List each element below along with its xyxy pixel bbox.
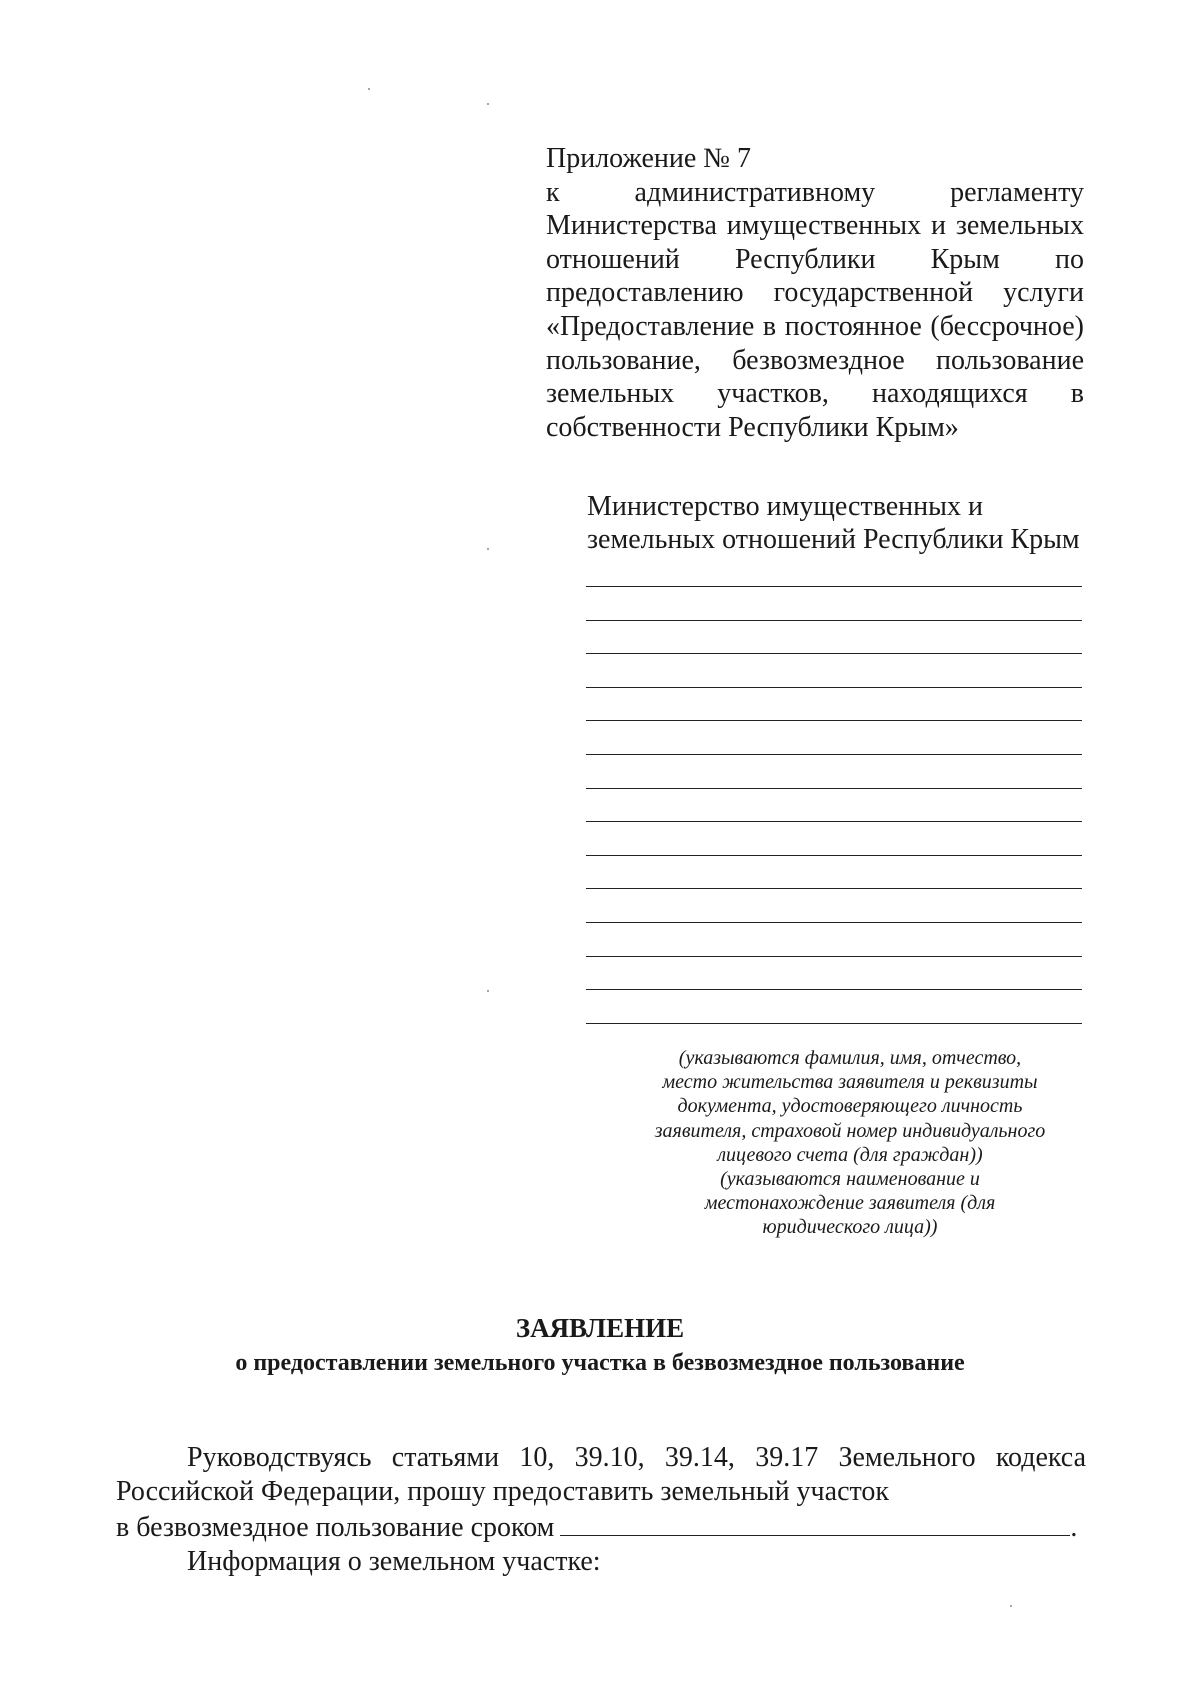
blank-line[interactable] (586, 754, 1082, 756)
blank-line[interactable] (586, 888, 1082, 890)
document-title: ЗАЯВЛЕНИЕ (515, 1313, 685, 1343)
blank-line[interactable] (586, 653, 1082, 655)
scan-speck (487, 548, 489, 550)
body-text (116, 1441, 1086, 1579)
scan-speck (368, 88, 370, 90)
addressee-line-1: Министерство имущественных и (587, 491, 983, 522)
blank-line[interactable] (586, 620, 1082, 622)
hint-line: заявителя, страховой номер индивидуального (654, 1119, 1046, 1142)
applicant-hint (620, 1046, 1080, 1240)
addressee-block (587, 490, 1087, 556)
appendix-body: к административному регламенту Министерства имущественных и земельных отношений Республики Крым по предоставлению государственной услуги «Предоставление в постоянное (бессрочное) пользование, безвозмездное пользование земельных участков, находящихся в собственности Республики Крым» (546, 176, 1084, 443)
appendix-title: Приложение № 7 (546, 143, 751, 174)
scan-speck (487, 103, 489, 105)
blank-line[interactable] (586, 922, 1082, 924)
hint-line: (указываются наименование и (720, 1168, 980, 1191)
term-end: . (1070, 1512, 1078, 1543)
hint-line: местонахождение заявителя (для (704, 1192, 996, 1215)
term-label: в безвозмездное пользование сроком (116, 1512, 555, 1543)
term-line (116, 1509, 1086, 1545)
blank-line[interactable] (586, 586, 1082, 588)
blank-line[interactable] (586, 956, 1082, 958)
hint-line: (указываются фамилия, имя, отчество, (678, 1047, 1022, 1069)
hint-line: документа, удостоверяющего личность (677, 1095, 1023, 1118)
blank-line[interactable] (586, 788, 1082, 790)
hint-line: место жительства заявителя и реквизиты (662, 1071, 1038, 1094)
land-info-label: Информация о земельном участке: (187, 1546, 601, 1577)
blank-line[interactable] (586, 855, 1082, 857)
hint-line: юридического лица)) (762, 1216, 938, 1239)
addressee-line-2: земельных отношений Республики Крым (587, 524, 1080, 555)
blank-line[interactable] (586, 720, 1082, 722)
hint-line: лицевого счета (для граждан)) (717, 1143, 983, 1166)
blank-line[interactable] (586, 821, 1082, 823)
scan-speck (1010, 1605, 1012, 1607)
blank-line[interactable] (586, 989, 1082, 991)
applicant-blank-lines (586, 586, 1082, 1056)
appendix-block (546, 142, 1084, 444)
document-subtitle: о предоставлении земельного участка в безвозмездное пользование (235, 1350, 965, 1376)
body-paragraph: Руководствуясь статьями 10, 39.10, 39.14, 39.17 Земельного кодекса Российской Федерации, прошу предоставить земельный участок (116, 1442, 1086, 1507)
scan-speck (487, 990, 489, 992)
blank-line[interactable] (586, 1023, 1082, 1025)
term-fill-line[interactable] (560, 1509, 1070, 1536)
blank-line[interactable] (586, 687, 1082, 689)
